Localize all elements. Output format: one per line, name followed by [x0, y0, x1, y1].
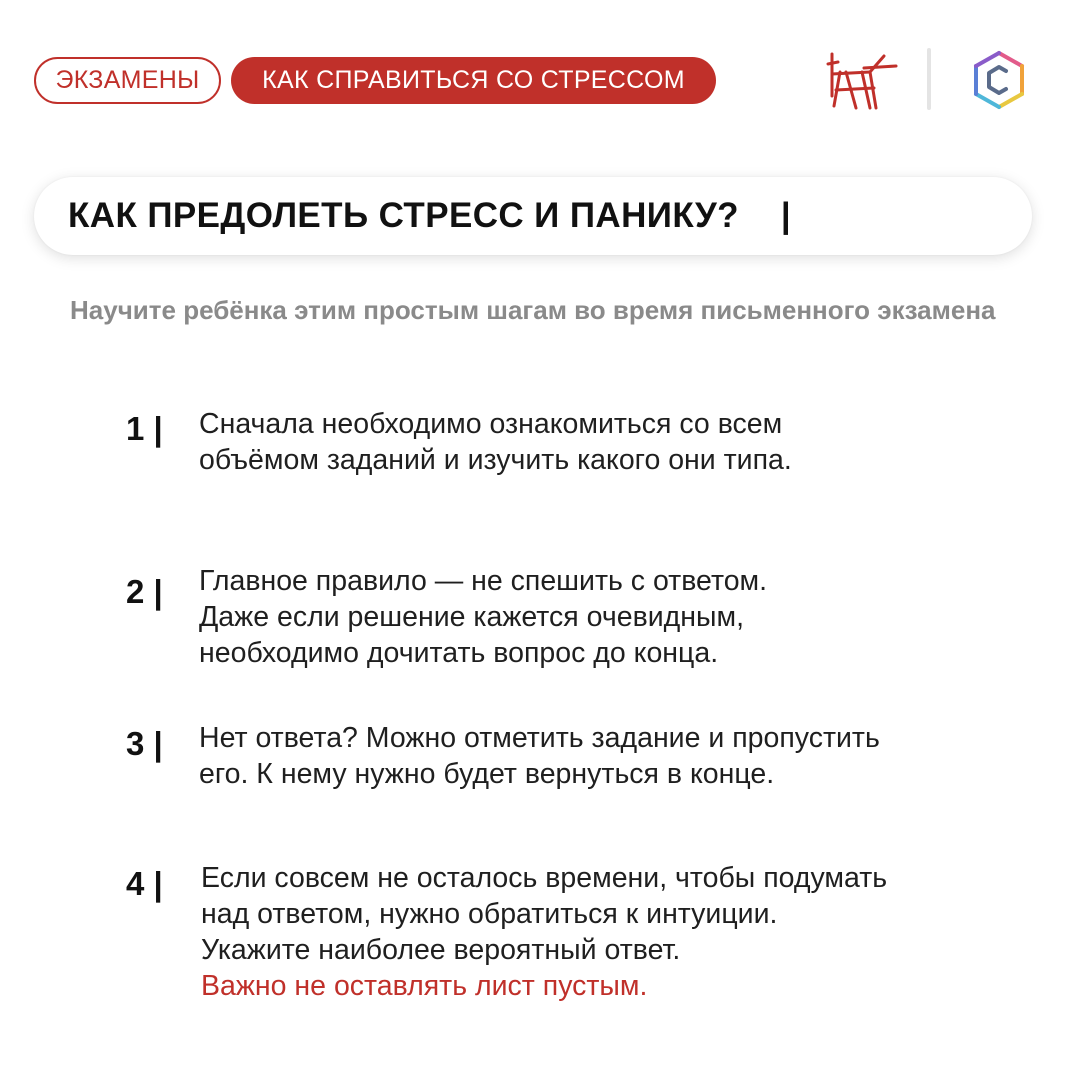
step-text [199, 406, 1049, 478]
step-line: его. К нему нужно будет вернуться в конце. [199, 758, 775, 790]
step-number: 4 | [126, 865, 163, 902]
header-divider [927, 48, 931, 110]
step-line: объёмом заданий и изучить какого они типа. [199, 444, 792, 476]
chair-logo-icon [826, 50, 898, 112]
step-number: 3 | [126, 725, 163, 762]
step-line: Нет ответа? Можно отметить задание и пропустить [199, 722, 880, 754]
step-line: необходимо дочитать вопрос до конца. [199, 637, 719, 669]
step-accent-line: Важно не оставлять лист пустым. [201, 970, 648, 1002]
step-number: 2 | [126, 573, 163, 610]
hexagon-logo-icon [970, 50, 1028, 110]
step-line: Даже если решение кажется очевидным, [199, 601, 744, 633]
step-line: Сначала необходимо ознакомиться со всем [199, 408, 783, 440]
step-line: над ответом, нужно обратиться к интуиции. [201, 898, 778, 930]
step-line: Главное правило — не спешить с ответом. [199, 565, 768, 597]
step-text [199, 563, 1049, 671]
subtitle: Научите ребёнка этим простым шагам во время письменного экзамена [70, 295, 996, 325]
step-text [201, 860, 1051, 1004]
step-text [199, 720, 1049, 792]
page-title: КАК ПРЕДОЛЕТЬ СТРЕСС И ПАНИКУ? [68, 196, 739, 235]
title-bar [34, 177, 1032, 255]
title-cursor: | [780, 196, 791, 235]
step-number: 1 | [126, 410, 163, 447]
step-line: Укажите наиболее вероятный ответ. [201, 934, 681, 966]
step-line: Если совсем не осталось времени, чтобы подумать [201, 862, 888, 894]
tag-exams[interactable]: ЭКЗАМЕНЫ [34, 57, 221, 104]
tag-stress-topic[interactable]: КАК СПРАВИТЬСЯ СО СТРЕССОМ [231, 57, 716, 104]
